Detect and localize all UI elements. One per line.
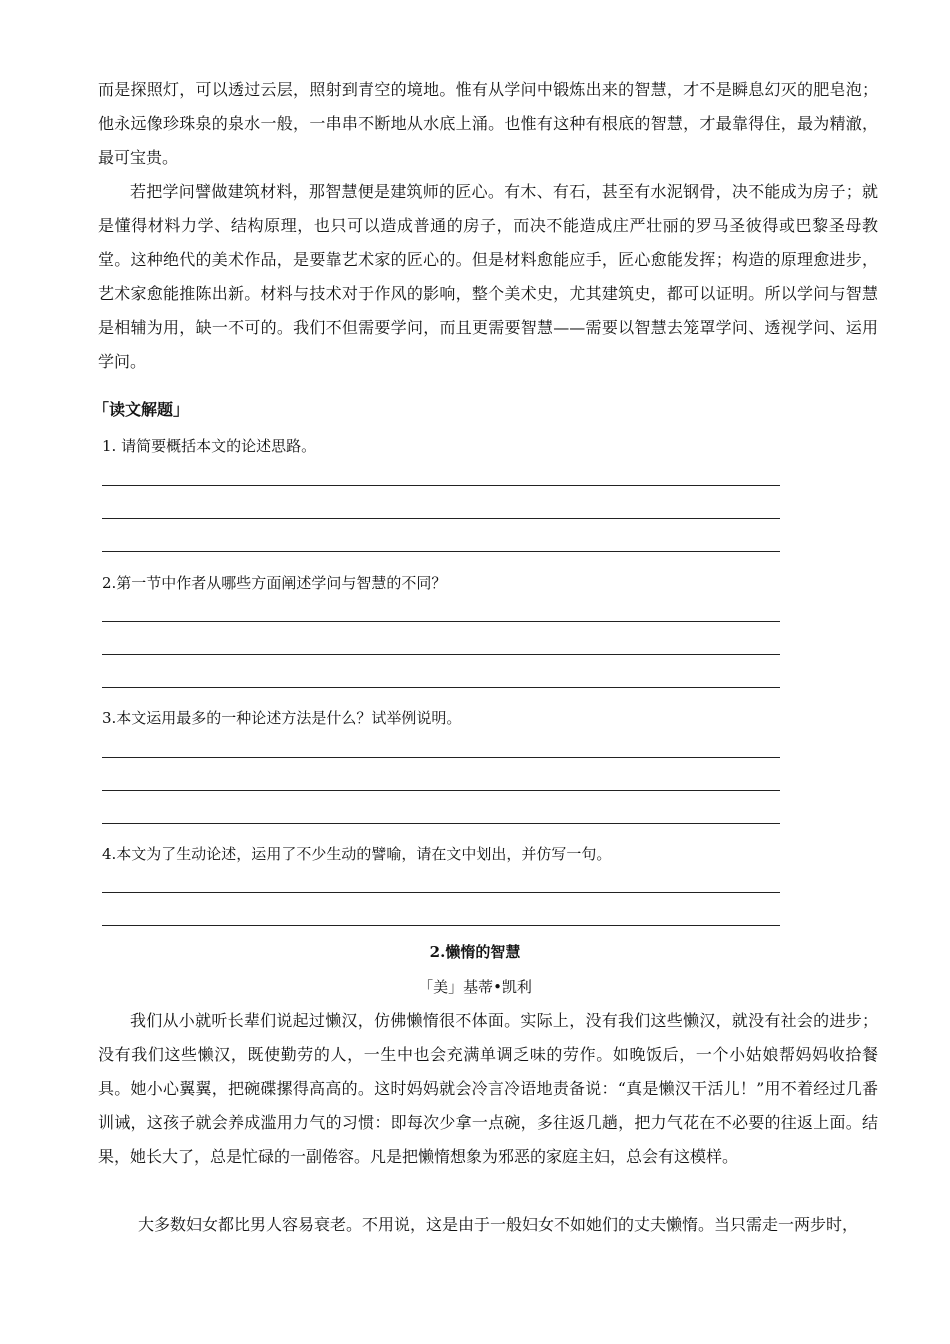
answer-line[interactable] (102, 757, 780, 758)
answer-line[interactable] (102, 621, 780, 622)
answer-line[interactable] (102, 485, 780, 486)
answer-line[interactable] (102, 687, 780, 688)
article2-paragraph-1: 我们从小就听长辈们说起过懒汉，仿佛懒惰很不体面。实际上，没有我们这些懒汉，就没有社会的进步；没有我们这些懒汉，既使勤劳的人，一生中也会充满单调乏味的劳作。如晚饭后，一个小姑娘帮妈妈收拾餐具。她小心翼翼，把碗碟摞得高高的。这时妈妈就会冷言冷语地责备说：“真是懒汉干活儿！”用不着经过几番训诫，这孩子就会养成滥用力气的习惯：即每次少拿一点碗，多往返几趟，把力气花在不必要的往返上面。结果，她长大了，总是忙碌的一副倦容。凡是把懒惰想象为邪恶的家庭主妇，总会有这模样。 (98, 1011, 878, 1166)
answer-line[interactable] (102, 518, 780, 519)
question-1: 1. 请简要概括本文的论述思路。 (102, 437, 317, 455)
answer-line[interactable] (102, 654, 780, 655)
question-2: 2.第一节中作者从哪些方面阐述学问与智慧的不同？ (102, 574, 447, 592)
article-title: 2.懒惰的智慧 (429, 943, 521, 961)
answer-line[interactable] (102, 790, 780, 791)
passage1-paragraph-1: 而是探照灯，可以透过云层，照射到青空的境地。惟有从学问中锻炼出来的智慧，才不是瞬息幻灭的肥皂泡；他永远像珍珠泉的泉水一般，一串串不断地从水底上涌。也惟有这种有根底的智慧，才最靠得住，最为精澈，最可宝贵。 (98, 80, 878, 167)
question-4: 4.本文为了生动论述，运用了不少生动的譬喻，请在文中划出，并仿写一句。 (102, 845, 612, 863)
section-label: 「读文解题」 (93, 400, 190, 419)
answer-line[interactable] (102, 892, 780, 893)
article2-paragraph-2: 大多数妇女都比男人容易衰老。不用说，这是由于一般妇女不如她们的丈夫懒惰。当只需走一两步时， (138, 1215, 859, 1234)
answer-line[interactable] (102, 823, 780, 824)
answer-line[interactable] (102, 551, 780, 552)
answer-line[interactable] (102, 925, 780, 926)
question-3: 3.本文运用最多的一种论述方法是什么？试举例说明。 (102, 709, 462, 727)
article-author: 「美」基蒂•凯利 (418, 978, 532, 996)
passage1-paragraph-2: 若把学问譬做建筑材料，那智慧便是建筑师的匠心。有木、有石，甚至有水泥钢骨，决不能成为房子；就是懂得材料力学、结构原理，也只可以造成普通的房子，而决不能造成庄严壮丽的罗马圣彼得或巴黎圣母教堂。这种绝代的美术作品，是要靠艺术家的匠心的。但是材料愈能应手，匠心愈能发挥；构造的原理愈进步，艺术家愈能推陈出新。材料与技术对于作风的影响，整个美术史，尤其建筑史，都可以证明。所以学问与智慧是相辅为用，缺一不可的。我们不但需要学问，而且更需要智慧——需要以智慧去笼罩学问、透视学问、运用学问。 (98, 182, 878, 371)
